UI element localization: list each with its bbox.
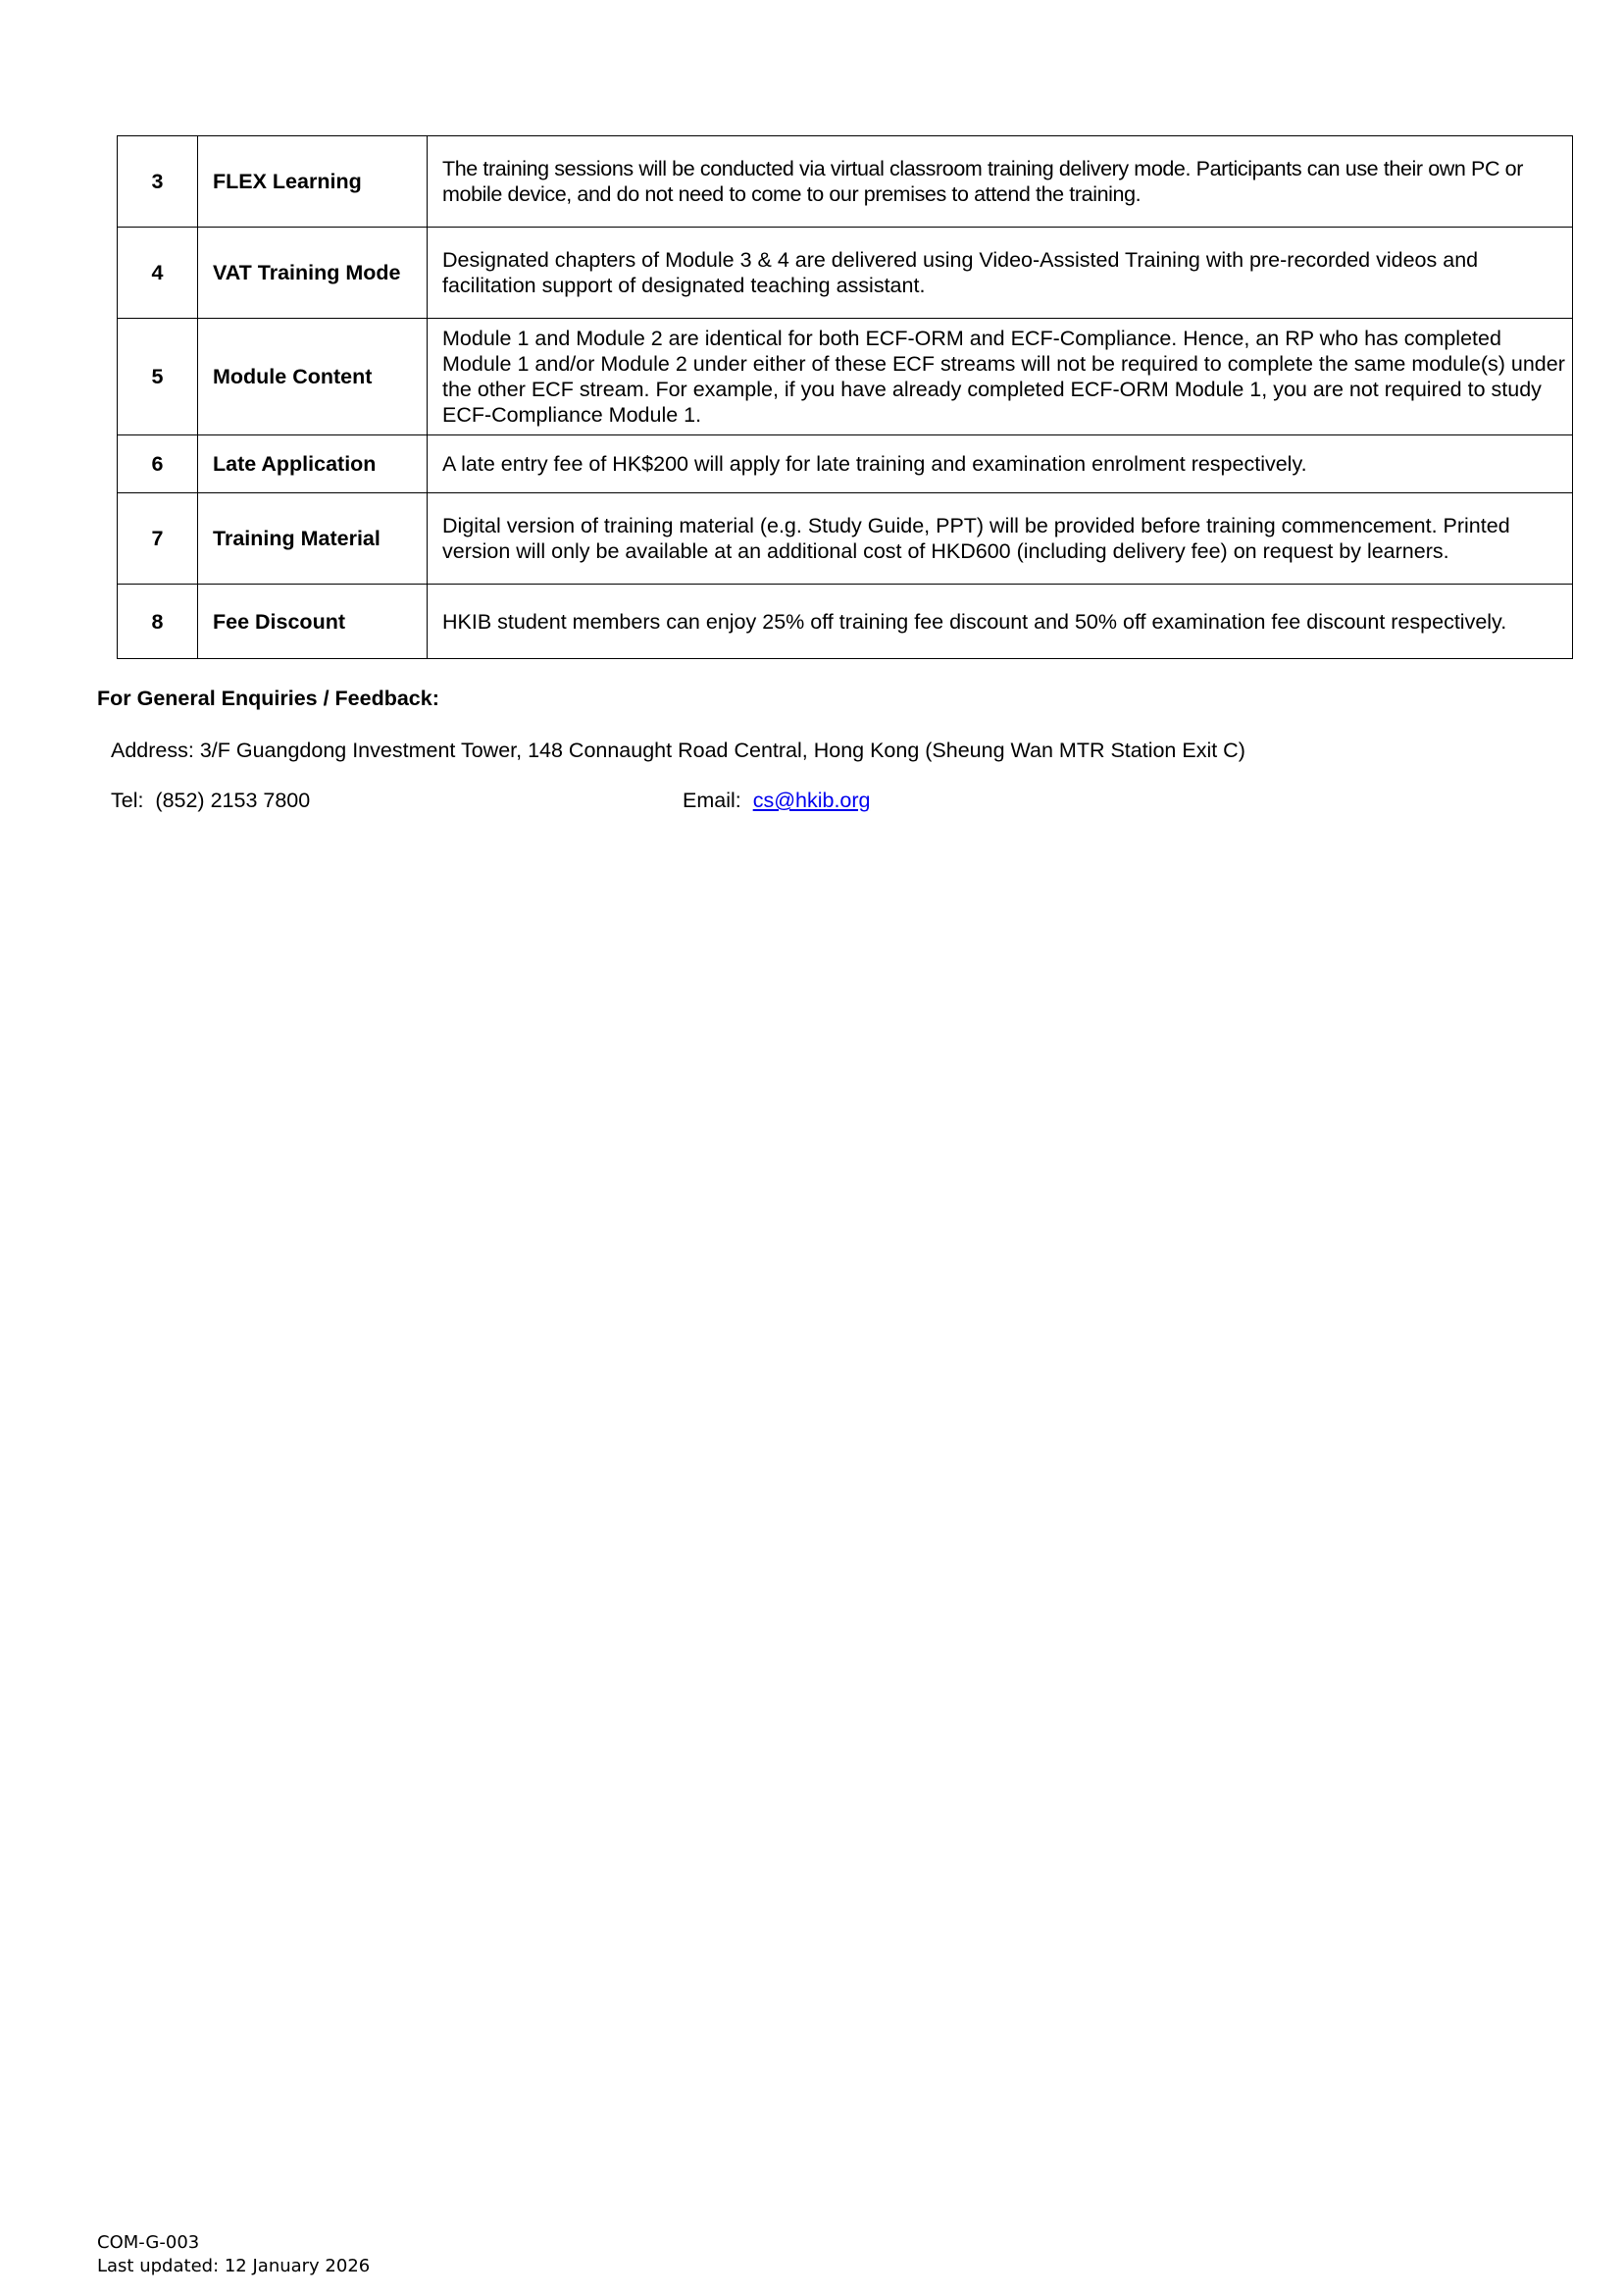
table-row	[118, 319, 1573, 435]
row-topic: Late Application	[198, 435, 428, 493]
row-description: A late entry fee of HK$200 will apply for late training and examination enrolment respectively.	[428, 435, 1573, 493]
row-number: 7	[118, 493, 198, 585]
row-number: 5	[118, 319, 198, 435]
row-description: Designated chapters of Module 3 & 4 are delivered using Video-Assisted Training with pre-recorded videos and facilitation support of designated teaching assistant.	[428, 228, 1573, 319]
telephone-text: Tel: (852) 2153 7800	[111, 789, 311, 812]
row-topic: FLEX Learning	[198, 136, 428, 228]
address-text: Address: 3/F Guangdong Investment Tower, 148 Connaught Road Central, Hong Kong (Sheung Wan MTR Station Exit C)	[111, 739, 1245, 762]
row-description: Digital version of training material (e.g. Study Guide, PPT) will be provided before training commencement. Printed version will only be available at an additional cost of HKD600 (including delivery fee) on request by learners.	[428, 493, 1573, 585]
row-description: Module 1 and Module 2 are identical for both ECF-ORM and ECF-Compliance. Hence, an RP who has completed Module 1 and/or Module 2 under either of these ECF streams will not be required to complete the same module(s) under the other ECF stream. For example, if you have already completed ECF-ORM Module 1, you are not required to study ECF-Compliance Module 1.	[428, 319, 1573, 435]
footer	[97, 2231, 370, 2278]
table-row	[118, 136, 1573, 228]
row-topic: Fee Discount	[198, 585, 428, 659]
row-topic: Module Content	[198, 319, 428, 435]
email-line	[683, 789, 871, 813]
row-topic: VAT Training Mode	[198, 228, 428, 319]
last-updated: Last updated: 12 January 2026	[97, 2256, 371, 2276]
enquiries-heading: For General Enquiries / Feedback:	[97, 687, 439, 710]
row-number: 6	[118, 435, 198, 493]
table-row	[118, 435, 1573, 493]
row-number: 4	[118, 228, 198, 319]
document-code: COM-G-003	[97, 2232, 200, 2253]
table-row	[118, 493, 1573, 585]
row-number: 8	[118, 585, 198, 659]
row-number: 3	[118, 136, 198, 228]
email-link[interactable]: cs@hkib.org	[752, 789, 871, 812]
row-description: HKIB student members can enjoy 25% off training fee discount and 50% off examination fee discount respectively.	[428, 585, 1573, 659]
email-label: Email:	[683, 789, 741, 812]
row-description: The training sessions will be conducted via virtual classroom training delivery mode. Participants can use their own PC or mobile device, and do not need to come to our premises to attend the training.	[428, 136, 1573, 228]
table-row	[118, 228, 1573, 319]
notes-table	[117, 135, 1573, 659]
table-row	[118, 585, 1573, 659]
row-topic: Training Material	[198, 493, 428, 585]
